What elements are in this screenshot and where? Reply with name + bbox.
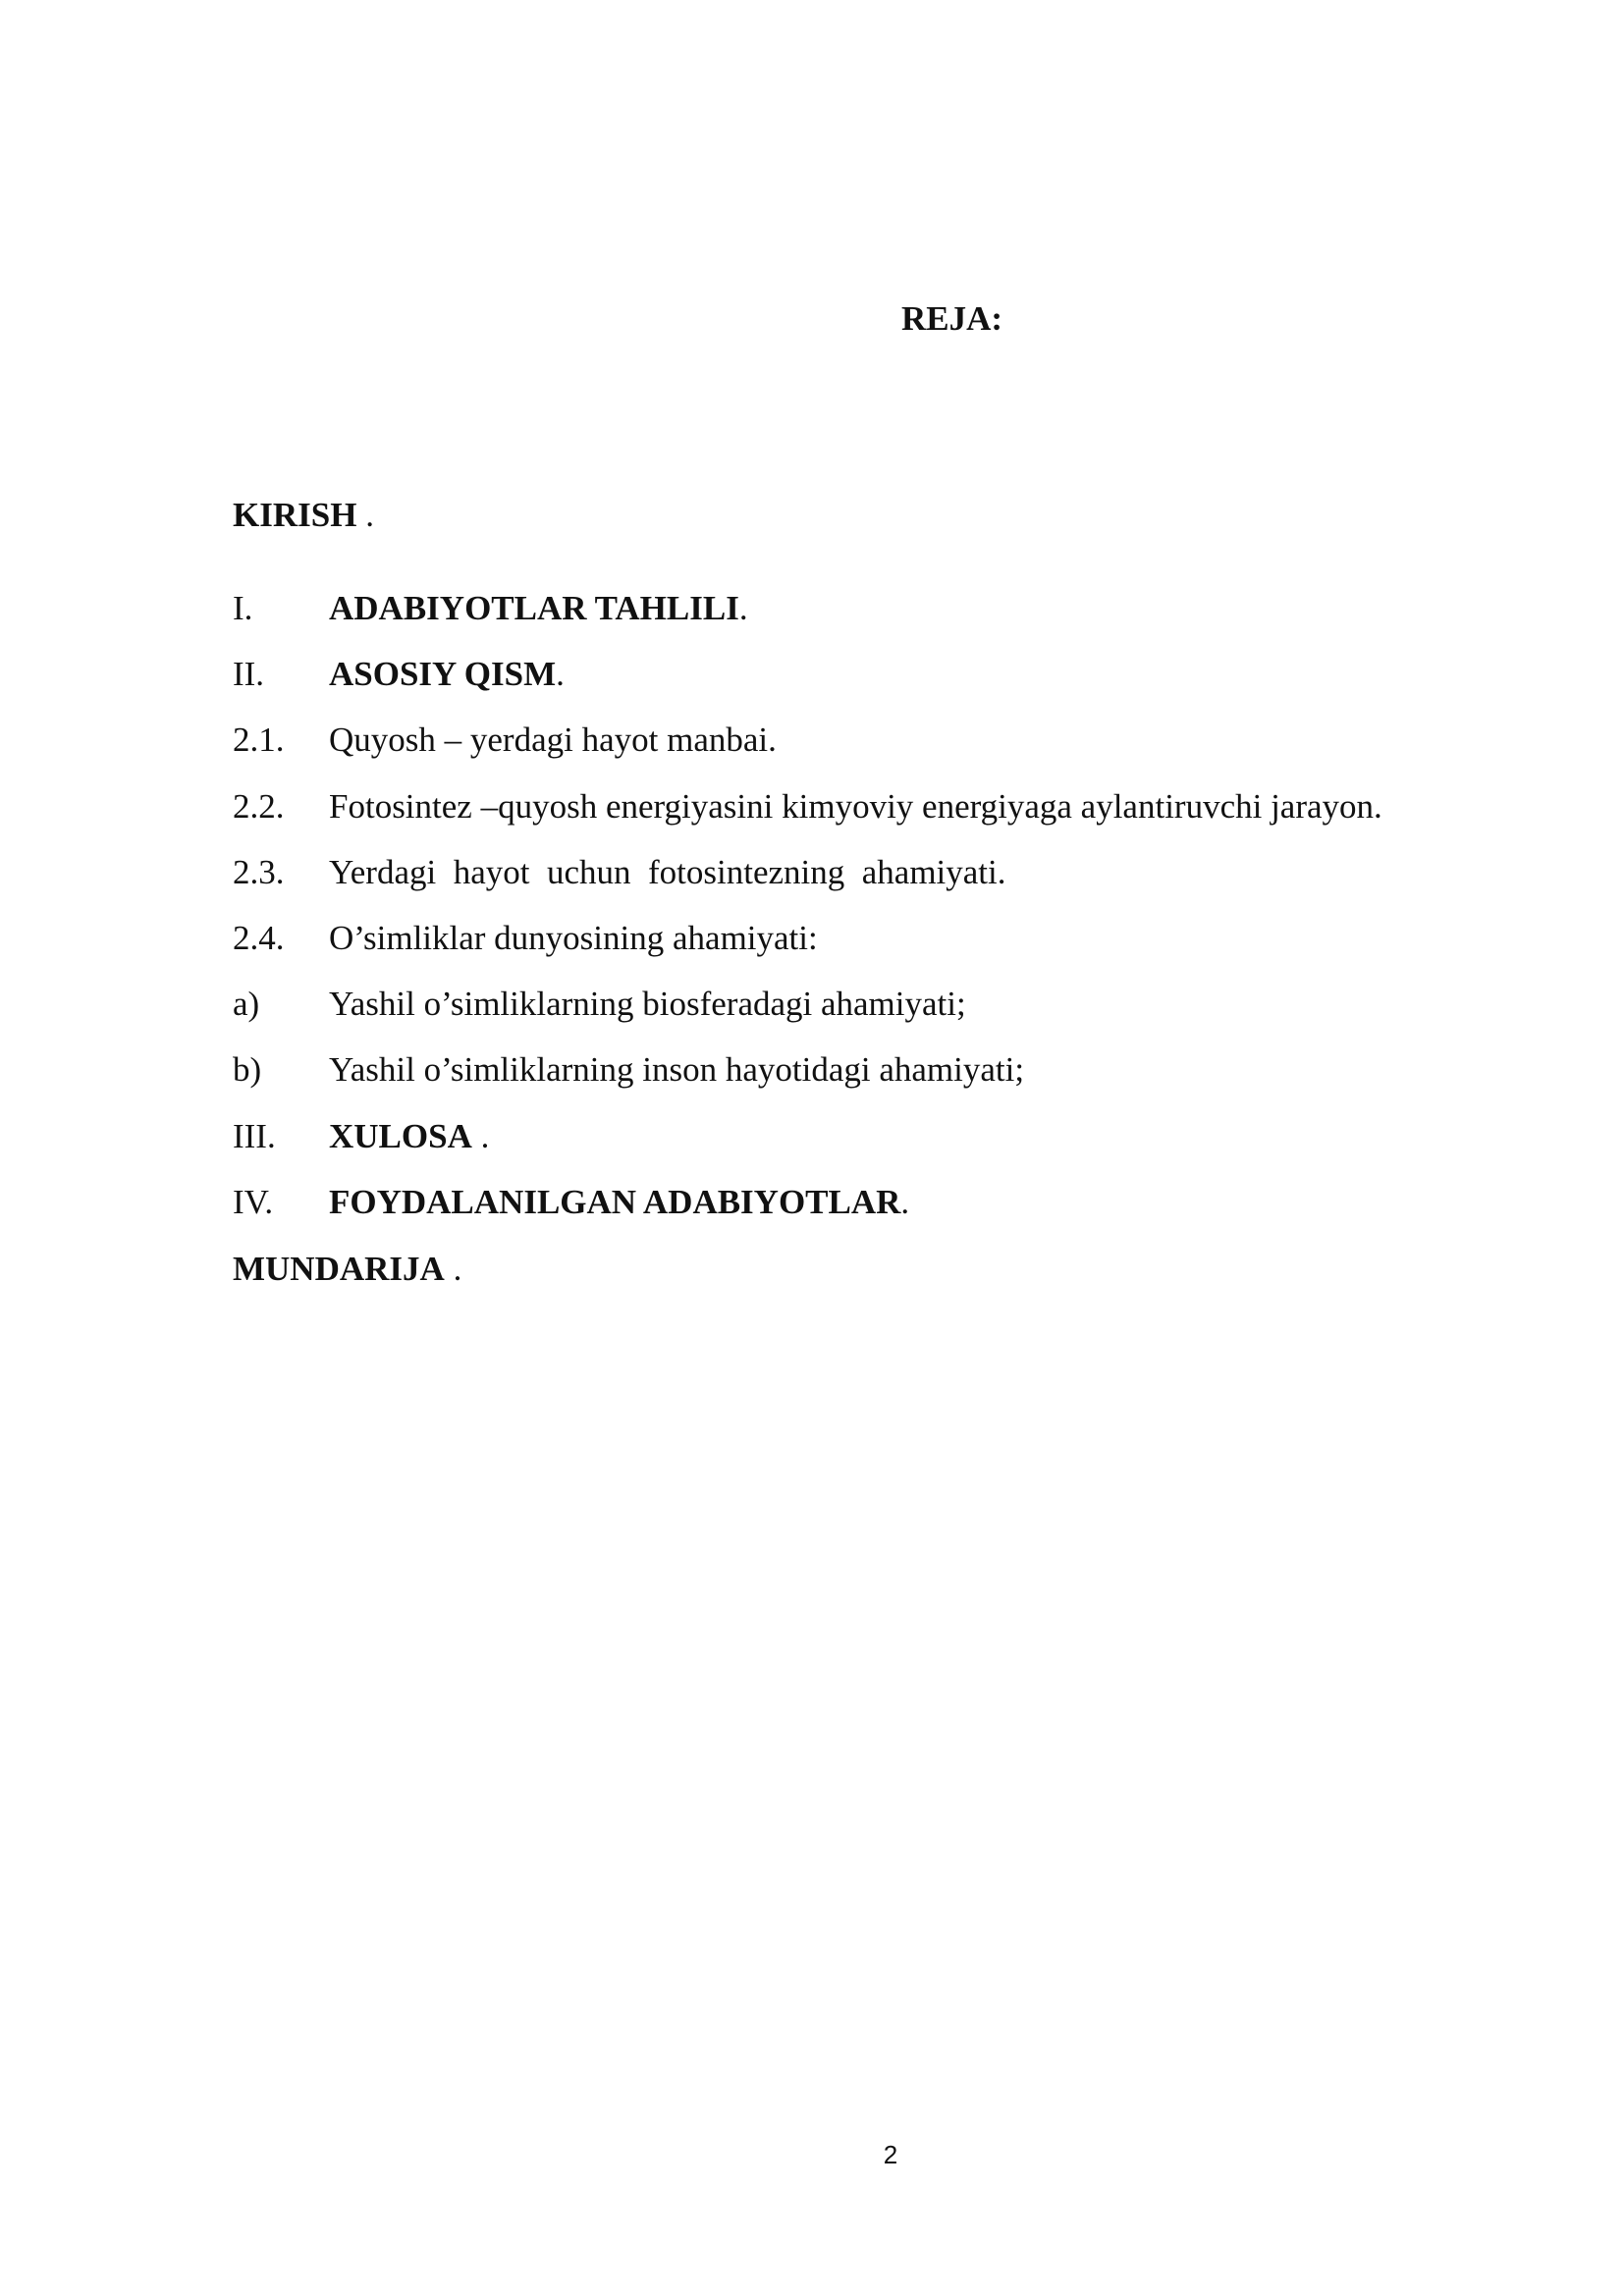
toc-item-text: Fotosintez –quyosh energiyasini kimyoviy energiyaga aylantiruvchi jarayon. <box>329 786 1382 826</box>
toc-item-number: III. <box>233 1116 276 1155</box>
toc-item-text-wrap <box>329 853 1006 892</box>
final-label: MUNDARIJA <box>233 1250 445 1288</box>
intro-heading <box>233 496 374 535</box>
toc-item-number: 2.1. <box>233 721 285 760</box>
toc-item-number: 2.2. <box>233 786 285 826</box>
toc-item-text: O’simliklar dunyosining ahamiyati: <box>329 918 818 957</box>
toc-item-text-wrap <box>329 655 565 694</box>
toc-item-3 <box>233 721 1607 786</box>
final-heading <box>233 1250 461 1289</box>
toc-list <box>233 589 1607 1249</box>
toc-item-6 <box>233 919 1607 985</box>
toc-item-5 <box>233 853 1607 919</box>
toc-item-text-wrap <box>329 589 748 628</box>
toc-item-text: Yashil o’simliklarning inson hayotidagi ahamiyati; <box>329 1050 1025 1090</box>
toc-item-text-wrap <box>329 787 1382 827</box>
toc-item-4 <box>233 787 1607 853</box>
toc-item-text-wrap <box>329 1183 909 1222</box>
toc-item-text: ADABIYOTLAR TAHLILI <box>329 589 739 627</box>
toc-item-number: IV. <box>233 1182 274 1221</box>
toc-item-number: II. <box>233 655 265 694</box>
toc-item-number: a) <box>233 985 260 1024</box>
toc-item-text-wrap <box>329 721 777 760</box>
toc-item-text: ASOSIY QISM <box>329 655 557 694</box>
toc-item-1 <box>233 589 1607 655</box>
toc-item-text-wrap <box>329 919 818 958</box>
toc-item-text: FOYDALANILGAN ADABIYOTLAR <box>329 1182 901 1221</box>
toc-item-suffix: . <box>900 1182 910 1221</box>
toc-item-text-wrap <box>329 985 966 1024</box>
toc-item-text: XULOSA <box>329 1116 472 1155</box>
toc-item-number: I. <box>233 589 253 627</box>
toc-item-2 <box>233 655 1607 721</box>
toc-item-7 <box>233 985 1607 1050</box>
toc-item-text-wrap <box>329 1050 1024 1090</box>
toc-item-text: Quyosh – yerdagi hayot manbai. <box>329 721 777 760</box>
toc-item-number: b) <box>233 1050 262 1090</box>
page-title: REJA: <box>900 299 1003 338</box>
toc-item-suffix: . <box>556 655 565 694</box>
toc-item-10 <box>233 1183 1607 1249</box>
toc-item-text: Yerdagi hayot uchun fotosintezning ahamiyati. <box>329 852 1006 891</box>
toc-item-suffix: . <box>738 589 748 627</box>
toc-item-text-wrap <box>329 1117 489 1156</box>
toc-item-8 <box>233 1050 1607 1116</box>
intro-label: KIRISH <box>233 496 357 534</box>
toc-item-9 <box>233 1117 1607 1183</box>
toc-item-number: 2.3. <box>233 852 285 891</box>
toc-item-number: 2.4. <box>233 918 285 957</box>
page-number: 2 <box>883 2140 898 2169</box>
final-suffix: . <box>444 1250 462 1288</box>
toc-item-text: Yashil o’simliklarning biosferadagi ahamiyati; <box>329 985 966 1024</box>
toc-item-suffix: . <box>471 1116 490 1155</box>
intro-suffix: . <box>356 496 374 534</box>
